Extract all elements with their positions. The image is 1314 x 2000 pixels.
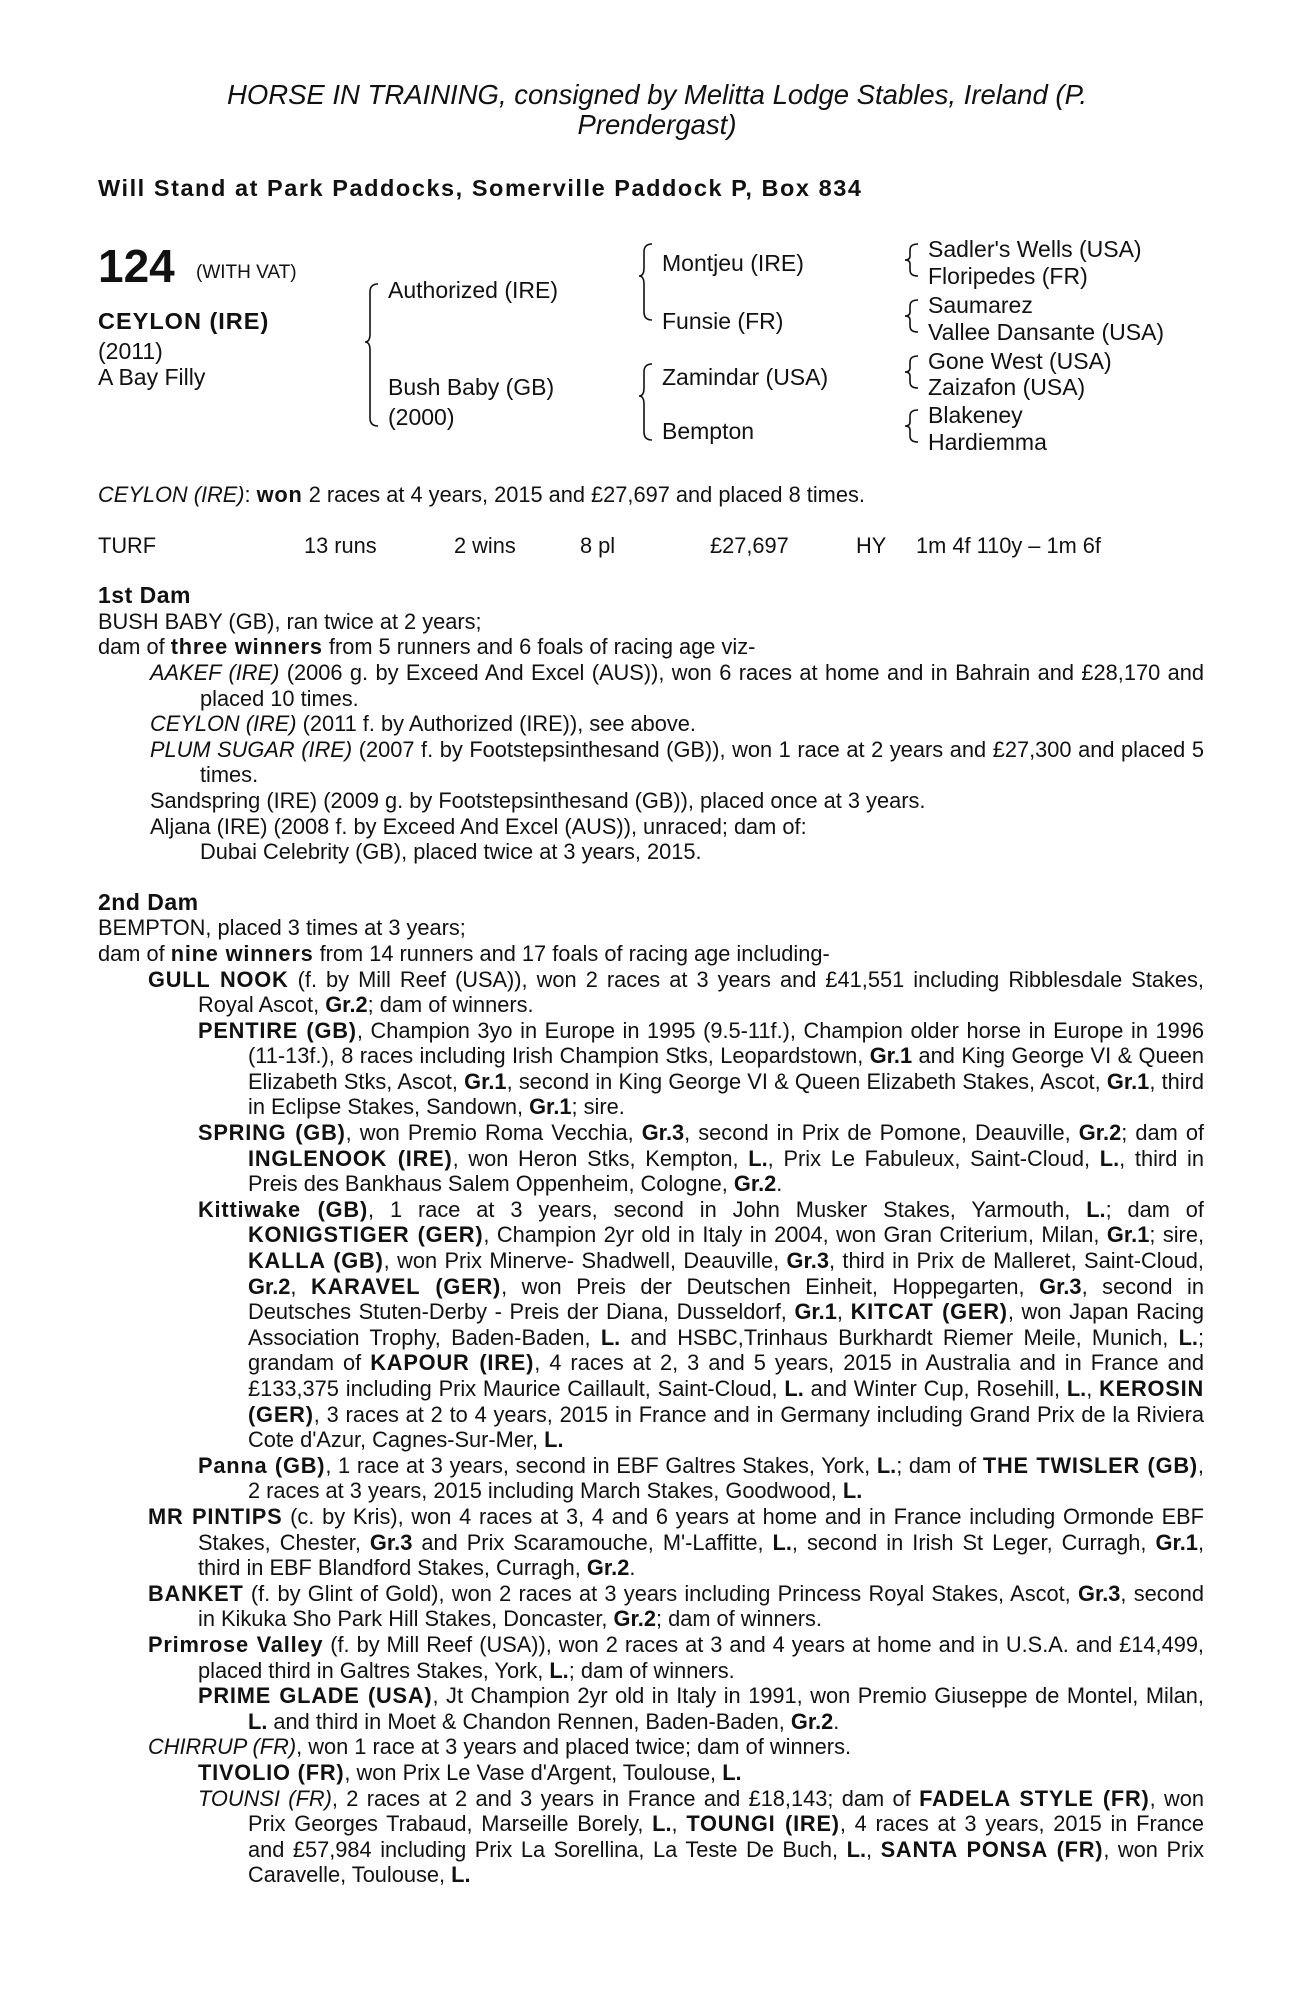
ped-gg-7: Blakeney	[928, 402, 1023, 428]
entry-banket: BANKET (f. by Glint of Gold), won 2 races at 3 years including Princess Royal Stakes, Ascot, Gr.3, second in Kikuka Sho Park Hill Stakes, Doncaster, Gr.2; dam of winners.	[148, 1580, 1204, 1632]
record-horse-name: CEYLON (IRE)	[98, 482, 245, 507]
foal-ceylon: CEYLON (IRE) (2011 f. by Authorized (IRE)), see above.	[150, 711, 696, 737]
bracket-g-b	[905, 300, 918, 332]
first-dam-line2: dam of three winners from 5 runners and 6 foals of racing age viz-	[98, 634, 756, 660]
foal-sandspring: Sandspring (IRE) (2009 g. by Footstepsinthesand (GB)), placed once at 3 years.	[150, 787, 926, 813]
entry-mr-pintips: MR PINTIPS (c. by Kris), won 4 races at 3, 4 and 6 years at home and in France including Ormonde EBF Stakes, Chester, Gr.3 and Prix Scaramouche, M'-Laffitte, L., second in Irish St Leger, Curragh, Gr.1, third in EBF Blandford Stakes, Curragh, Gr.2.	[148, 1503, 1204, 1581]
foal-dubai-celebrity: Dubai Celebrity (GB), placed twice at 3 years, 2015.	[200, 839, 702, 865]
ped-dam-sire: Zamindar (USA)	[662, 364, 829, 390]
turf-earnings: £27,697	[710, 532, 789, 558]
bracket-dam	[639, 364, 652, 440]
entry-spring: SPRING (GB), won Premio Roma Vecchia, Gr.3, second in Prix de Pomone, Deauville, Gr.2; dam of INGLENOOK (IRE), won Heron Stks, Kempton, L., Prix Le Fabuleux, Saint-Cloud, L., third in Preis des Bankhaus Salem Oppenheim, Cologne, Gr.2.	[198, 1120, 1205, 1197]
foal-aljana: Aljana (IRE) (2008 f. by Exceed And Excel (AUS)), unraced; dam of:	[150, 813, 807, 839]
ped-sire: Authorized (IRE)	[388, 277, 559, 303]
turf-wins: 2 wins	[454, 532, 516, 558]
ped-gg-8: Hardiemma	[928, 429, 1047, 455]
ped-gg-4: Vallee Dansante (USA)	[928, 319, 1165, 345]
horse-description: A Bay Filly	[98, 364, 206, 390]
second-dam-line2: dam of nine winners from 14 runners and 17 foals of racing age including-	[98, 940, 830, 966]
ped-dam-dam: Bempton	[662, 418, 755, 444]
ped-gg-5: Gone West (USA)	[928, 348, 1112, 374]
ped-dam: Bush Baby (GB)	[388, 374, 555, 400]
horse-year: (2011)	[98, 338, 163, 364]
entry-tounsi: TOUNSI (FR), 2 races at 2 and 3 years in France and £18,143; dam of FADELA STYLE (FR), won Prix Georges Trabaud, Marseille Borely, L., TOUNGI (IRE), 4 races at 3 years, 2015 in France and £57,984 including Prix La Sorellina, La Teste De Buch, L., SANTA PONSA (FR), won Prix Caravelle, Toulouse, L.	[198, 1785, 1204, 1888]
bracket-g-c	[905, 356, 918, 388]
entry-panna: Panna (GB), 1 race at 3 years, second in EBF Galtres Stakes, York, L.; dam of THE TWISLER (GB), 2 races at 3 years, 2015 including March Stakes, Goodwood, L.	[198, 1452, 1204, 1504]
turf-distance: 1m 4f 110y – 1m 6f	[916, 532, 1101, 558]
entry-prime-glade: PRIME GLADE (USA), Jt Champion 2yr old in Italy in 1991, won Premio Giuseppe de Montel, Milan, L. and third in Moet & Chandon Rennen, Baden-Baden, Gr.2.	[198, 1683, 1204, 1734]
bracket-g-a	[905, 244, 918, 276]
second-dam-line1: BEMPTON, placed 3 times at 3 years;	[98, 915, 466, 941]
first-dam-heading: 1st Dam	[98, 582, 191, 609]
second-dam-heading: 2nd Dam	[98, 888, 199, 915]
horse-name: CEYLON (IRE)	[98, 308, 270, 334]
ped-gg-1: Sadler's Wells (USA)	[928, 236, 1142, 262]
turf-placed: 8 pl	[580, 532, 616, 558]
bracket-sire	[639, 244, 652, 320]
turf-going: HY	[856, 532, 887, 558]
record-won: won	[256, 482, 303, 507]
vat-note: (WITH VAT)	[196, 262, 297, 283]
lot-number: 124	[98, 240, 175, 292]
ped-gg-2: Floripedes (FR)	[928, 263, 1088, 289]
ped-sire-dam: Funsie (FR)	[662, 308, 784, 334]
entry-gull-nook: GULL NOOK (f. by Mill Reef (USA)), won 2 races at 3 years and £41,551 including Ribblesdale Stakes, Royal Ascot, Gr.2; dam of winners.	[148, 966, 1204, 1018]
turf-surface: TURF	[98, 532, 157, 558]
bracket-g-d	[905, 410, 918, 442]
stand-location: Will Stand at Park Paddocks, Somerville Paddock P, Box 834	[98, 175, 863, 201]
entry-pentire: PENTIRE (GB), Champion 3yo in Europe in 1995 (9.5-11f.), Champion older horse in Europe in 1996 (11-13f.), 8 races including Irish Champion Stks, Leopardstown, Gr.1 and King George VI & Queen Elizabeth Stks, Ascot, Gr.1, second in King George VI & Queen Elizabeth Stakes, Ascot, Gr.1, third in Eclipse Stakes, Sandown, Gr.1; sire.	[198, 1017, 1204, 1120]
record-summary: 2 races at 4 years, 2015 and £27,697 and placed 8 times.	[308, 482, 865, 507]
ped-sire-sire: Montjeu (IRE)	[662, 250, 804, 276]
ped-dam-year: (2000)	[388, 404, 455, 430]
race-record: CEYLON (IRE): won 2 races at 4 years, 2015 and £27,697 and placed 8 times.	[98, 482, 865, 507]
ped-gg-6: Zaizafon (USA)	[928, 374, 1086, 400]
foal-aakef: AAKEF (IRE) (2006 g. by Exceed And Excel (AUS)), won 6 races at home and in Bahrain and £28,170 and placed 10 times.	[150, 659, 1204, 711]
turf-stats-row	[98, 533, 1204, 559]
page-title: HORSE IN TRAINING, consigned by Melitta Lodge Stables, Ireland (P. Prendergast)	[226, 79, 1088, 140]
entry-primrose-valley: Primrose Valley (f. by Mill Reef (USA)), won 2 races at 3 and 4 years at home and in U.S.A. and £14,499, placed third in Galtres Stakes, York, L.; dam of winners.	[148, 1631, 1204, 1683]
entry-tivolio: TIVOLIO (FR), won Prix Le Vase d'Argent, Toulouse, L.	[198, 1759, 742, 1785]
foal-plum-sugar: PLUM SUGAR (IRE) (2007 f. by Footstepsinthesand (GB)), won 1 race at 2 years and £27,300 and placed 5 times.	[150, 736, 1204, 788]
turf-runs: 13 runs	[304, 532, 377, 558]
entry-kittiwake: Kittiwake (GB), 1 race at 3 years, second in John Musker Stakes, Yarmouth, L.; dam of KONIGSTIGER (GER), Champion 2yr old in Italy in 2004, won Gran Criterium, Milan, Gr.1; sire, KALLA (GB), won Prix Minerve- Shadwell, Deauville, Gr.3, third in Prix de Malleret, Saint-Cloud, Gr.2, KARAVEL (GER), won Preis der Deutschen Einheit, Hoppegarten, Gr.3, second in Deutsches Stuten-Derby - Preis der Diana, Dusseldorf, Gr.1, KITCAT (GER), won Japan Racing Association Trophy, Baden-Baden, L. and HSBC,Trinhaus Burkhardt Riemer Meile, Munich, L.; grandam of KAPOUR (IRE), 4 races at 2, 3 and 5 years, 2015 in Australia and in France and £133,375 including Prix Maurice Caillault, Saint-Cloud, L. and Winter Cup, Rosehill, L., KEROSIN (GER), 3 races at 2 to 4 years, 2015 in France and in Germany including Grand Prix de la Riviera Cote d'Azur, Cagnes-Sur-Mer, L.	[198, 1196, 1205, 1453]
ped-gg-3: Saumarez	[928, 292, 1033, 318]
entry-chirrup: CHIRRUP (FR), won 1 race at 3 years and placed twice; dam of winners.	[148, 1734, 852, 1760]
catalogue-body	[98, 482, 1204, 1888]
first-dam-line1: BUSH BABY (GB), ran twice at 2 years;	[98, 608, 482, 634]
bracket-gen1	[365, 284, 378, 426]
